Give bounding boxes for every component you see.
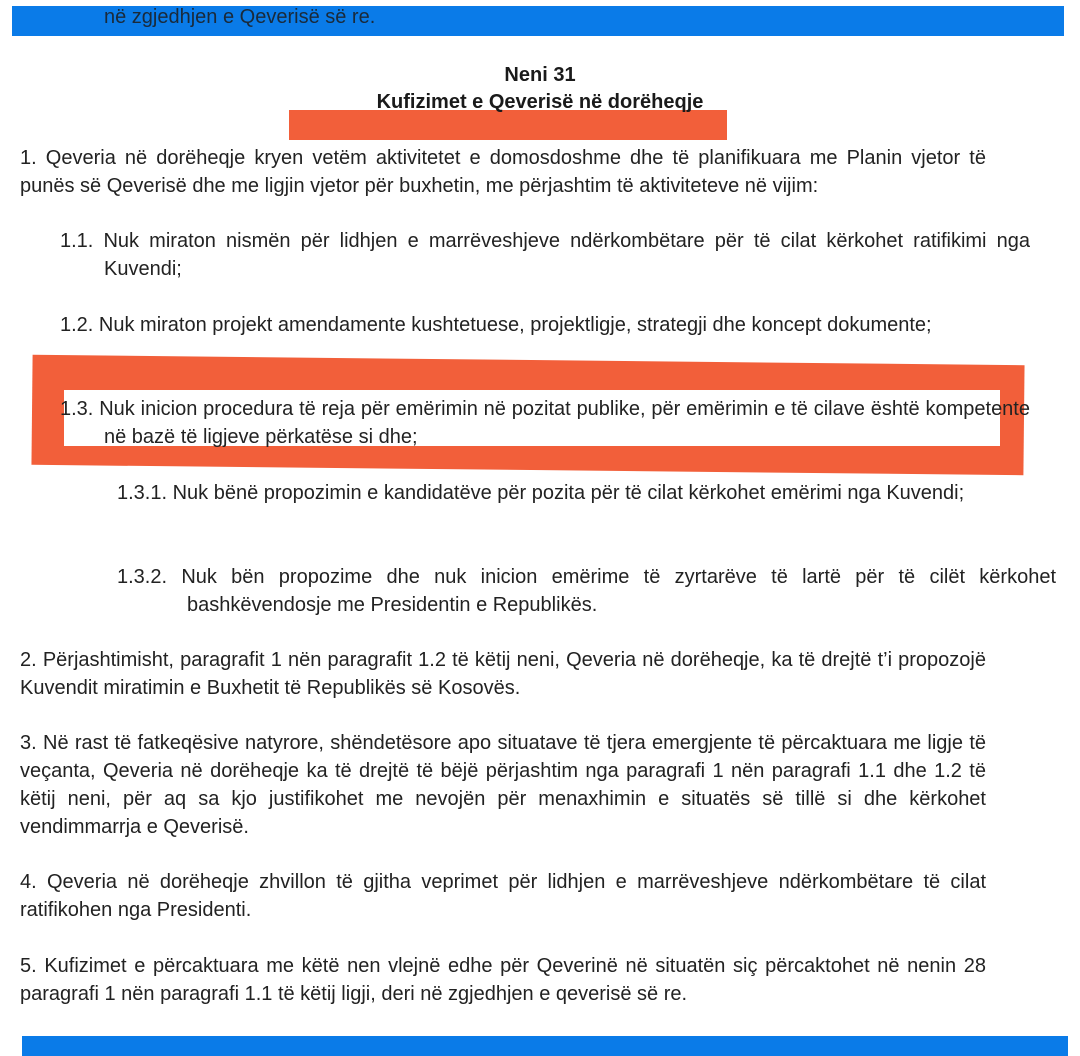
paragraph-1-2: 1.2. Nuk miraton projekt amendamente kushtetuese, projektligje, strategji dhe koncept dokumente; [60, 314, 932, 336]
paragraph-1-3: 1.3. Nuk inicion procedura të reja për emërimin në pozitat publike, për emërimin e të cilave është kompetente në bazë të ligjeve përkatëse si dhe; [60, 398, 1030, 448]
paragraph-1: 1. Qeveria në dorëheqje kryen vetëm aktivitetet e domosdoshme dhe të planifikuara me Planin vjetor të punës së Qeverisë dhe me ligjin vjetor për buxhetin, me përjashtim të aktiviteteve në vijim: [20, 147, 986, 197]
paragraph-1-1: 1.1. Nuk miraton nismën për lidhjen e marrëveshjeve ndërkombëtare për të cilat kërkohet ratifikimi nga Kuvendi; [60, 230, 1030, 280]
title-highlight-mark [289, 110, 727, 140]
bottom-highlight-bar [22, 1036, 1068, 1056]
paragraph-1-3-1: 1.3.1. Nuk bënë propozimin e kandidatëve për pozita për të cilat kërkohet emërimi nga Kuvendi; [117, 482, 965, 504]
previous-article-tail: në zgjedhjen e Qeverisë së re. [104, 6, 376, 28]
article-number: Neni 31 [504, 64, 576, 86]
paragraph-5: 5. Kufizimet e përcaktuara me këtë nen vlejnë edhe për Qeverinë në situatën siç përcaktohet në nenin 28 paragrafi 1 nën paragrafi 1.1 të këtij ligji, deri në zgjedhjen e qeverisë së re. [20, 955, 986, 1005]
paragraph-2: 2. Përjashtimisht, paragrafit 1 nën paragrafit 1.2 të këtij neni, Qeveria në dorëheqje, ka të drejtë t’i propozojë Kuvendit miratimin e Buxhetit të Republikës së Kosovës. [20, 649, 986, 699]
article-title: Kufizimet e Qeverisë në dorëheqje [376, 91, 704, 113]
paragraph-1-3-2: 1.3.2. Nuk bën propozime dhe nuk inicion emërime të zyrtarëve të lartë për të cilët kërkohet bashkëvendosje me Presidentin e Republikës. [117, 566, 1056, 616]
paragraph-4: 4. Qeveria në dorëheqje zhvillon të gjitha veprimet për lidhjen e marrëveshjeve ndërkombëtare të cilat ratifikohen nga Presidenti. [20, 871, 986, 921]
paragraph-3: 3. Në rast të fatkeqësive natyrore, shëndetësore apo situatave të tjera emergjente të përcaktuara me ligje të veçanta, Qeveria në dorëheqje ka të drejtë të bëjë përjashtim nga paragrafi 1 nën paragrafi 1.1 dhe 1.2 të këtij neni, për aq sa kjo justifikohet me nevojën për menaxhimin e situatës së tillë si dhe kërkohet vendimmarrja e Qeverisë. [20, 732, 986, 838]
